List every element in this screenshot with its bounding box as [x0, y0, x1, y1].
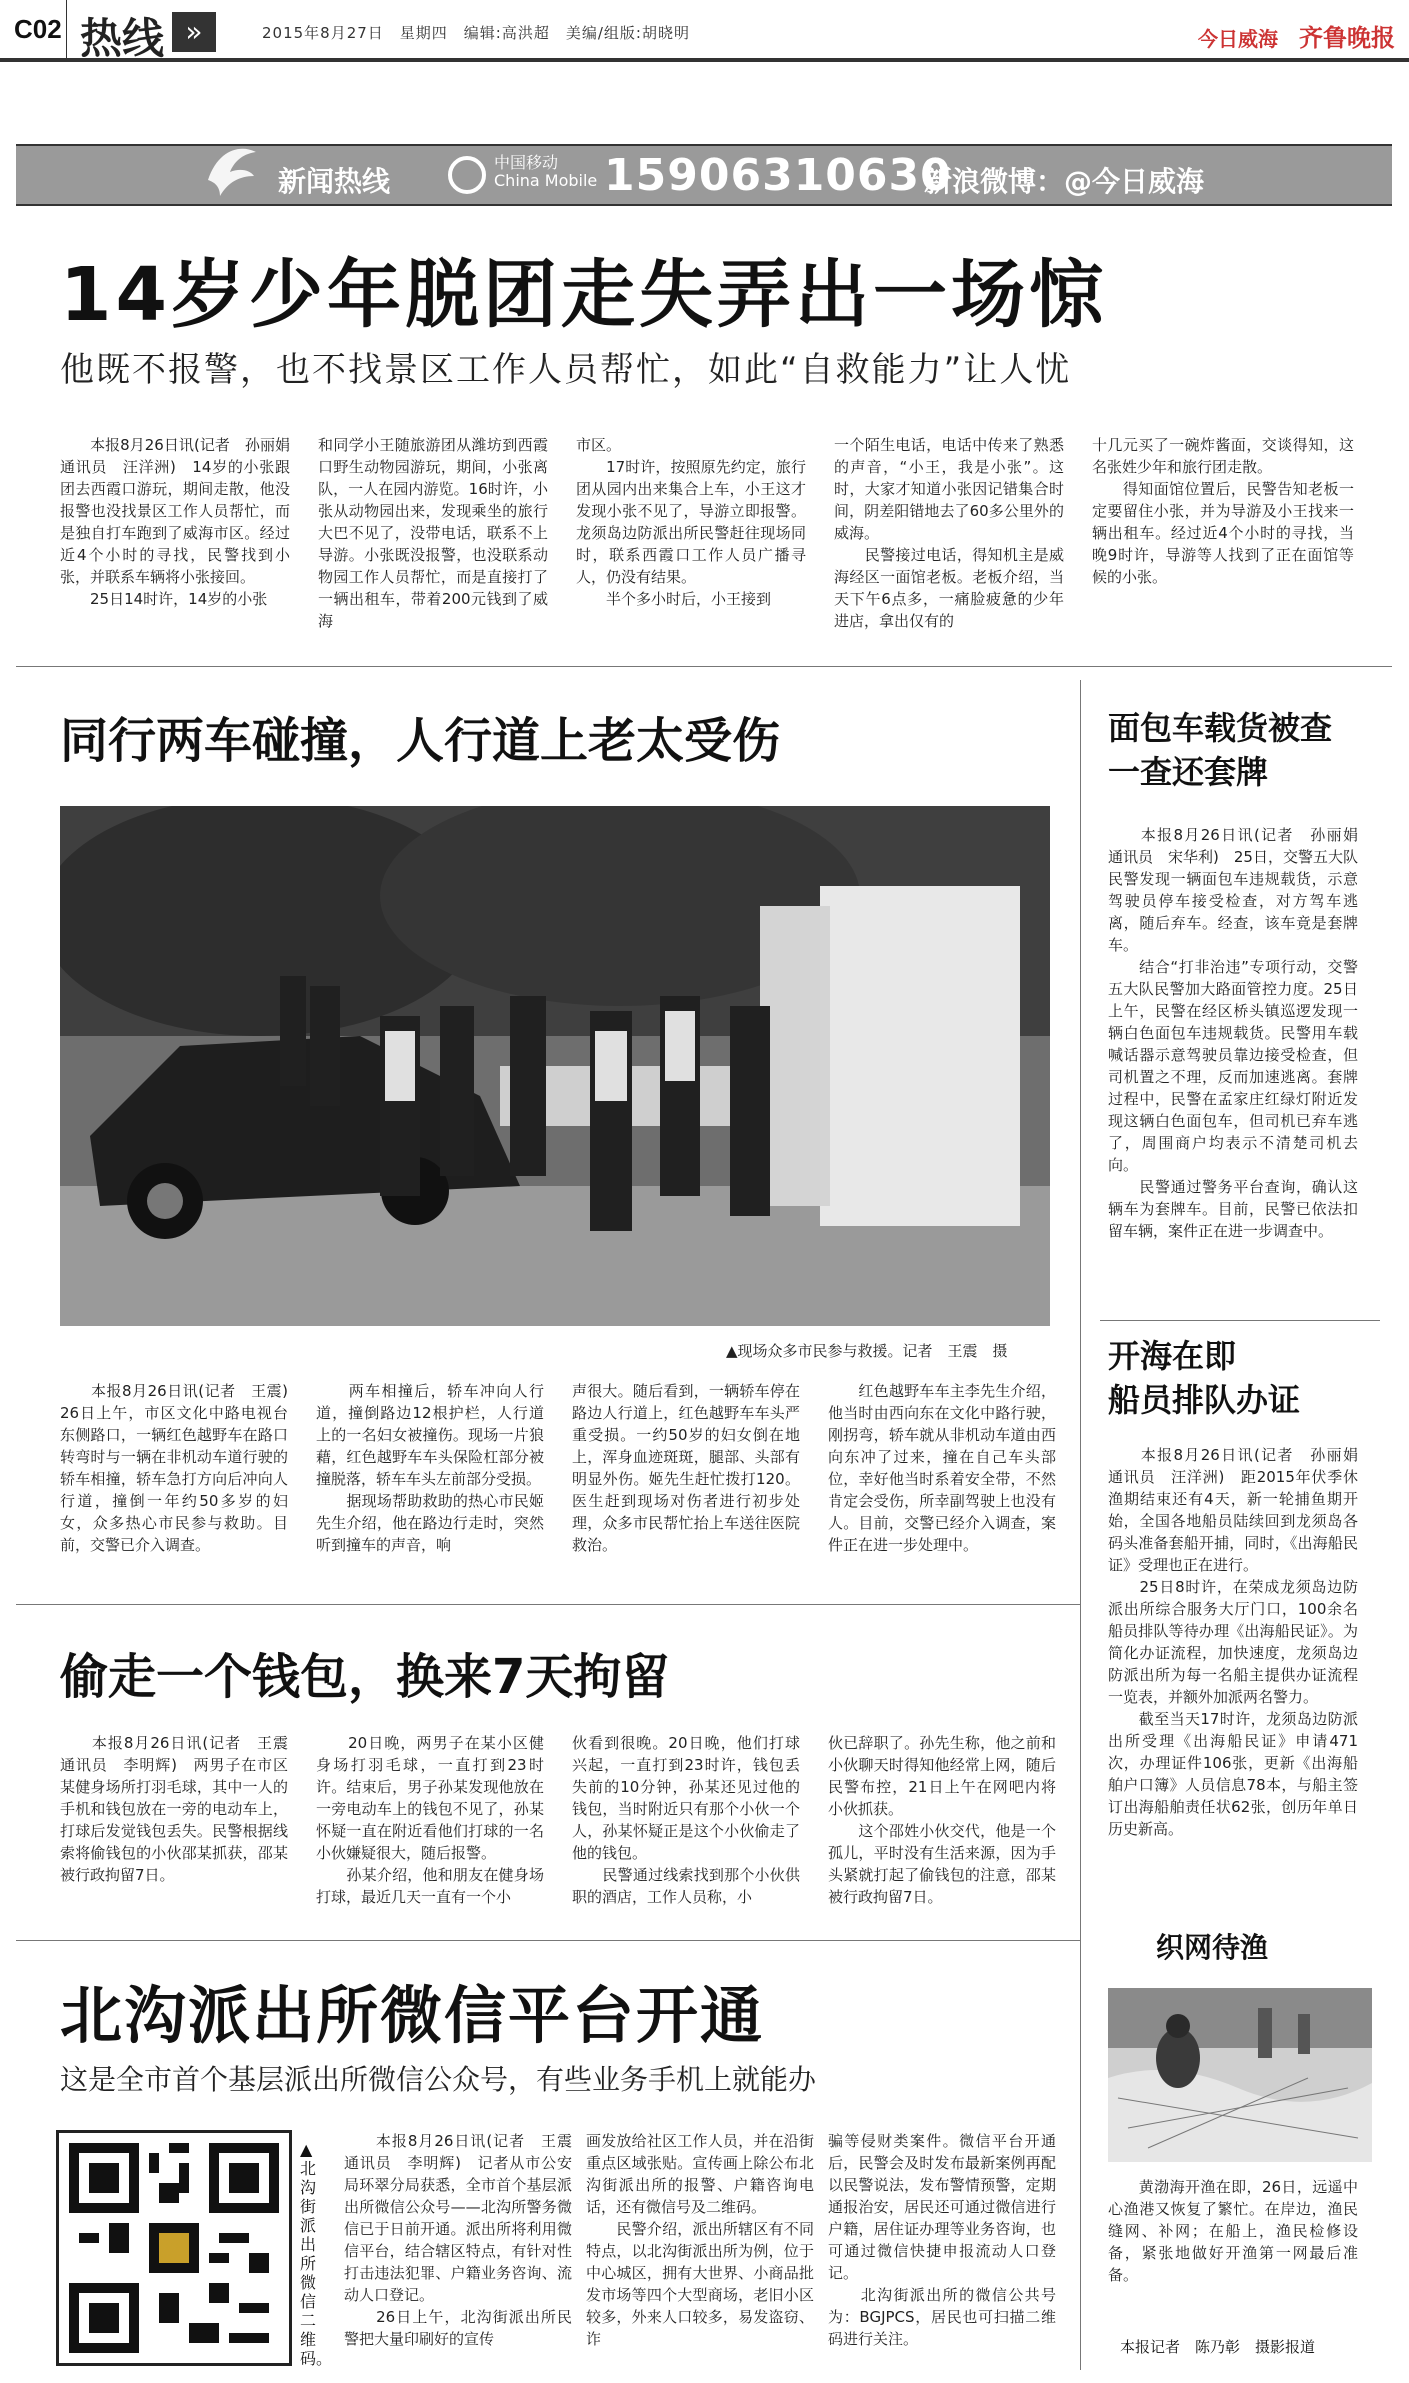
story1-col-2: 和同学小王随旅游团从潍坊到西霞口野生动物园游玩，期间，小张离队，一人在园内游览。16时许，小张从动物园出来，发现乘坐的旅行大巴不见了，没带电话，联系不上导游。小张既没报警，也没联系动物园工作人员帮忙，而是直接打了一辆出租车，带着200元钱到了威海 [318, 436, 548, 630]
section-arrow-icon: » [172, 12, 216, 52]
fishing-net-photo [1108, 1988, 1372, 2162]
hotline-label: 新闻热线 [278, 165, 391, 198]
story3-col-1: 本报8月26日讯(记者 王震 通讯员 李明辉) 两男子在市区某健身场所打羽毛球，其中一人的手机和钱包放在一旁的电动车上，打球后发觉钱包丢失。民警根据线索将偷钱包的小伙邵某抓获，邵某被行政拘留7日。 [60, 1734, 304, 1884]
side2-text: 本报8月26日讯(记者 孙丽娟 通讯员 汪洋洲) 距2015年伏季休渔期结束还有4天，新一轮捕鱼期开始，全国各地船员陆续回到龙须岛各码头准备套船开捕，同时，《出海船民证》受理也正在进行。 25日8时许，在荣成龙须岛边防派出所综合服务大厅门口，100余名船员排队等待办理《出海船民证》。为简化办证流程，加快速度，龙须岛边防派出所为每一名船主提供办证流程一览表，并额外加派两名警力。 截至当天17时许，龙须岛边防派出所受理《出海船民证》申请471次，办理证件106张，更新《出海船舶户口簿》人员信息78本，与船主签订出海船舶责任状62张，创历年单日历史新高。 [1108, 1446, 1358, 1838]
divider [66, 0, 67, 58]
story1-col-4: 一个陌生电话，电话中传来了熟悉的声音，“小王，我是小张”。这时，大家才知道小张因记错集合时间，阴差阳错地去了60多公里外的威海。 民警接过电话，得知机主是威海经区一面馆老板。老板介绍，当天下午6点多，一痛脸疲惫的少年进店，拿出仅有的 [834, 436, 1064, 630]
story4-col-2: 画发放给社区工作人员，并在沿街重点区域张贴。宣传画上除公布北沟街派出所的报警、户籍咨询电话，还有微信号及二维码。 民警介绍，派出所辖区有不同特点，以北沟街派出所为例，位于中心城区，拥有大世界、小商品批发市场等四个大型商场，老旧小区较多，外来人口较多，易发盗窃、诈 [586, 2132, 814, 2348]
wechat-qr-code [56, 2130, 292, 2366]
story1-col-5: 十几元买了一碗炸酱面，交谈得知，这名张姓少年和旅行团走散。 得知面馆位置后，民警告知老板一定要留住小张，并为导游及小王找来一辆出租车。经过近4个小时的寻找，当晚9时许，导游等人找到了正在面馆等候的小张。 [1092, 436, 1354, 586]
china-mobile-logo-icon [448, 156, 486, 194]
divider [16, 1604, 1080, 1605]
story3-col-3: 伙看到很晚。20日晚，他们打球兴起，一直打到23时许，钱包丢失前的10分钟，孙某还见过他的钱包，当时附近只有那个小伙一个人，孙某怀疑正是这个小伙偷走了他的钱包。 民警通过线索找到那个小伙供职的酒店，工作人员称，小 [572, 1734, 800, 1906]
section-title: 热线 [80, 14, 165, 63]
story1-headline: 14岁少年脱团走失弄出一场惊 [60, 252, 1107, 338]
story3-col-4: 伙已辞职了。孙先生称，他之前和小伙聊天时得知他经常上网，随后民警布控，21日上午在网吧内将小伙抓获。 这个邵姓小伙交代，他是一个孤儿，平时没有生活来源，因为手头紧就打起了偷钱包的注意，邵某被行政拘留7日。 [828, 1734, 1056, 1906]
divider [16, 666, 1392, 667]
story4-col-1: 本报8月26日讯(记者 王震 通讯员 李明辉) 记者从市公安局环翠分局获悉，全市首个基层派出所微信公众号——北沟所警务微信已于日前开通。派出所将利用微信平台，结合辖区特点，有针对性打击违法犯罪、户籍业务咨询、流动人口登记。 26日上午，北沟街派出所民警把大量印刷好的宣传 [344, 2132, 572, 2348]
carrier-name: 中国移动 China Mobile [494, 153, 598, 190]
qr-code-icon [69, 2143, 279, 2353]
masthead-right [1184, 18, 1395, 53]
story4-col-3: 骗等侵财类案件。微信平台开通后，民警会及时发布最新案例再配以民警说法，发布警情预警，定期通报治安，居民还可通过微信进行户籍，居住证办理等业务咨询，也可通过微信快捷申报流动人口登记。 北沟街派出所的微信公共号为：BGJPCS，居民也可扫描二维码进行关注。 [828, 2132, 1056, 2348]
page-header [0, 0, 1409, 62]
issue-meta: 2015年8月27日 星期四 编辑:高洪超 美编/组版:胡晓明 [262, 24, 690, 42]
side1-headline: 面包车载货被查 一查还套牌 [1108, 709, 1333, 791]
story1-col-3: 市区。 17时许，按照原先约定，旅行团从园内出来集合上车，小王这才发现小张不见了，导游立即报警。龙须岛边防派出所民警赶往现场同时，联系西霞口工作人员广播寻人，仍没有结果。 半个多小时后，小王接到 [576, 436, 806, 608]
story2-col-2: 两车相撞后，轿车冲向人行道，撞倒路边12根护栏，人行道上的一名妇女被撞伤。现场一片狼藉，红色越野车车头保险杠部分被撞脱落，轿车车头左前部分受损。 据现场帮助救助的热心市民姬先生介绍，他在路边行走时，突然听到撞车的声音，响 [316, 1382, 544, 1554]
divider [16, 1940, 1080, 1941]
paper-logo: 齐鲁晚报 [1299, 23, 1395, 52]
story3-headline: 偷走一个钱包，换来7天拘留 [60, 1649, 670, 1705]
side3-headline: 织网待渔 [1156, 1931, 1269, 1964]
divider [1100, 1320, 1380, 1321]
side1-text: 本报8月26日讯(记者 孙丽娟 通讯员 宋华利) 25日，交警五大队民警发现一辆面包车违规载货，示意驾驶员停车接受检查，对方驾车逃离，随后弃车。经查，该车竟是套牌车。 结合“打非治违”专项行动，交警五大队民警加大路面管控力度。25日上午，民警在经区桥头镇巡逻发现一辆白色面包车违规载货。民警用车载喊话器示意驾驶员靠边接受检查，但司机置之不理，反而加速逃离。套牌过程中，民警在孟家庄红绿灯附近发现这辆白色面包车，但司机已弃车逃了，周围商户均表示不清楚司机去向。 民警通过警务平台查询，确认这辆车为套牌车。目前，民警已依法扣留车辆，案件正在进一步调查中。 [1108, 826, 1358, 1240]
bird-logo-icon [200, 140, 260, 204]
story4-headline: 北沟派出所微信平台开通 [60, 1979, 765, 2052]
news-hotline-banner [16, 144, 1392, 206]
photo-caption: ▲现场众多市民参与救援。记者 王震 摄 [726, 1342, 1008, 1360]
qr-caption: ▲北沟街派出所微信二维码。 [300, 2140, 333, 2368]
story2-col-1: 本报8月26日讯(记者 王震) 26日上午，市区文化中路电视台东侧路口，一辆红色越野车在路口转弯时与一辆在非机动车道行驶的轿车相撞，轿车急打方向后冲向人行道，撞倒一年约50多岁的妇女，众多热心市民参与救助。目前，交警已介入调查。 [60, 1382, 304, 1554]
story1-col-1: 本报8月26日讯(记者 孙丽娟 通讯员 汪洋洲) 14岁的小张跟团去西霞口游玩，期间走散，他没报警也没找景区工作人员帮忙，而是独自打车跑到了威海市区。经过近4个小时的寻找，民警找到小张，并联系车辆将小张接回。 25日14时许，14岁的小张 [60, 436, 290, 608]
side3-caption: 黄渤海开渔在即，26日，远遥中心渔港又恢复了繁忙。在岸边，渔民缝网、补网；在船上，渔民检修设备，紧张地做好开渔第一网最后准备。 [1108, 2178, 1358, 2284]
photo-scene [60, 806, 1050, 1326]
story2-headline: 同行两车碰撞，人行道上老太受伤 [60, 713, 781, 769]
page-number: C02 [14, 14, 62, 44]
sidebar-divider [1080, 680, 1081, 2370]
story3-col-2: 20日晚，两男子在某小区健身场打羽毛球，一直打到23时许。结束后，男子孙某发现他放在一旁电动车上的钱包不见了，孙某怀疑一直在附近看他们打球的一名小伙嫌疑很大，随后报警。 孙某介绍，他和朋友在健身场打球，最近几天一直有一个小 [316, 1734, 544, 1906]
story1-subhead: 他既不报警，也不找景区工作人员帮忙，如此“自救能力”让人忧 [60, 350, 1072, 390]
story2-col-3: 声很大。随后看到，一辆轿车停在路边人行道上，红色越野车车头严重受损。一约50岁的妇女倒在地上，浑身血迹斑斑，腿部、头部有明显外伤。姬先生赶忙拨打120。医生赶到现场对伤者进行初步处理，众多市民帮忙抬上车送往医院救治。 [572, 1382, 800, 1554]
side2-headline: 开海在即 船员排队办证 [1108, 1337, 1301, 1419]
hotline-phone: 15906310630 [604, 150, 952, 201]
side3-credit: 本报记者 陈乃彰 摄影报道 [1120, 2338, 1316, 2356]
weibo-handle: 新浪微博：@今日威海 [924, 165, 1205, 198]
accident-photo [60, 806, 1050, 1326]
photo-scene [1108, 1988, 1372, 2162]
story4-subhead: 这是全市首个基层派出所微信公众号，有些业务手机上就能办 [60, 2063, 817, 2096]
edition-label: 今日威海 [1198, 27, 1279, 51]
story2-col-4: 红色越野车车主李先生介绍，他当时由西向东在文化中路行驶，刚拐弯，轿车就从非机动车道由西向东冲了过来，撞在自己车头部位，幸好他当时系着安全带，不然肯定会受伤，所幸副驾驶上也没有人。目前，交警已经介入调查，案件正在进一步处理中。 [828, 1382, 1056, 1554]
